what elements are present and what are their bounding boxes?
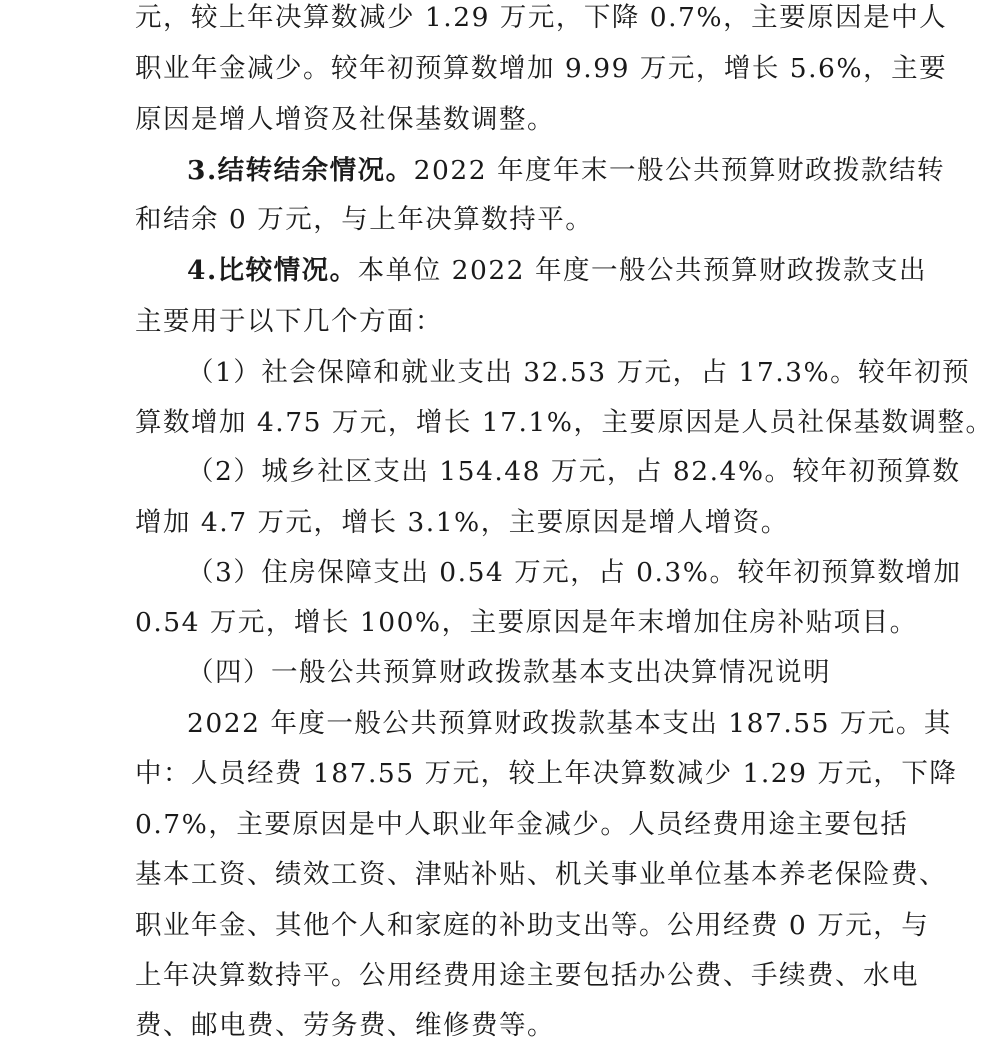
- line-text: 基本工资、绩效工资、津贴补贴、机关事业单位基本养老保险费、: [135, 859, 947, 890]
- line-text: 0.54 万元，增长 100%，主要原因是年末增加住房补贴项目。: [135, 607, 918, 638]
- text-line: [0, 951, 1000, 1001]
- line-text: 原因是增人增资及社保基数调整。: [135, 104, 555, 135]
- line-text: 职业年金减少。较年初预算数增加 9.99 万元，增长 5.6%，主要: [135, 53, 948, 84]
- line-text: 2022 年度年末一般公共预算财政拨款结转: [413, 155, 946, 186]
- line-text: 中：人员经费 187.55 万元，较上年决算数减少 1.29 万元，下降: [135, 758, 958, 789]
- section-heading: 4.比较情况。: [187, 255, 358, 286]
- text-line: [0, 901, 1000, 951]
- text-line: [0, 146, 1000, 196]
- line-text: 0.7%，主要原因是中人职业年金减少。人员经费用途主要包括: [135, 809, 909, 840]
- text-line: [0, 398, 1000, 448]
- line-text: 2022 年度一般公共预算财政拨款基本支出 187.55 万元。其: [187, 708, 952, 739]
- line-text: 主要用于以下几个方面：: [135, 306, 443, 337]
- text-line: [0, 598, 1000, 648]
- text-line: [0, 297, 1000, 347]
- text-line: [0, 0, 1000, 43]
- line-text: 职业年金、其他个人和家庭的补助支出等。公用经费 0 万元，与: [135, 910, 930, 941]
- line-text: 本单位 2022 年度一般公共预算财政拨款支出: [357, 255, 927, 286]
- line-text: 和结余 0 万元，与上年决算数持平。: [135, 204, 594, 235]
- text-line: [0, 800, 1000, 850]
- line-text: 增加 4.7 万元，增长 3.1%，主要原因是增人增资。: [135, 507, 789, 538]
- text-line: [0, 749, 1000, 799]
- line-text: 费、邮电费、劳务费、维修费等。: [135, 1010, 555, 1041]
- line-text: 算数增加 4.75 万元，增长 17.1%，主要原因是人员社保基数调整。: [135, 407, 994, 438]
- text-line: [0, 447, 1000, 497]
- text-line: [0, 195, 1000, 245]
- text-line: [0, 348, 1000, 398]
- line-text: （2）城乡社区支出 154.48 万元，占 82.4%。较年初预算数: [187, 456, 961, 487]
- subsection-heading: （四）一般公共预算财政拨款基本支出决算情况说明: [187, 657, 831, 688]
- text-line: [0, 246, 1000, 296]
- line-text: 元，较上年决算数减少 1.29 万元，下降 0.7%，主要原因是中人: [135, 2, 948, 33]
- line-text: （1）社会保障和就业支出 32.53 万元，占 17.3%。较年初预: [187, 357, 971, 388]
- text-line: [0, 498, 1000, 548]
- text-line: [0, 44, 1000, 94]
- text-line: [0, 548, 1000, 598]
- text-line: [0, 699, 1000, 749]
- line-text: （3）住房保障支出 0.54 万元，占 0.3%。较年初预算数增加: [187, 557, 962, 588]
- section-heading: 3.结转结余情况。: [187, 155, 414, 186]
- text-line: [0, 1001, 1000, 1051]
- text-line: [0, 648, 1000, 698]
- line-text: 上年决算数持平。公用经费用途主要包括办公费、手续费、水电: [135, 960, 919, 991]
- text-line: [0, 95, 1000, 145]
- text-line: [0, 850, 1000, 900]
